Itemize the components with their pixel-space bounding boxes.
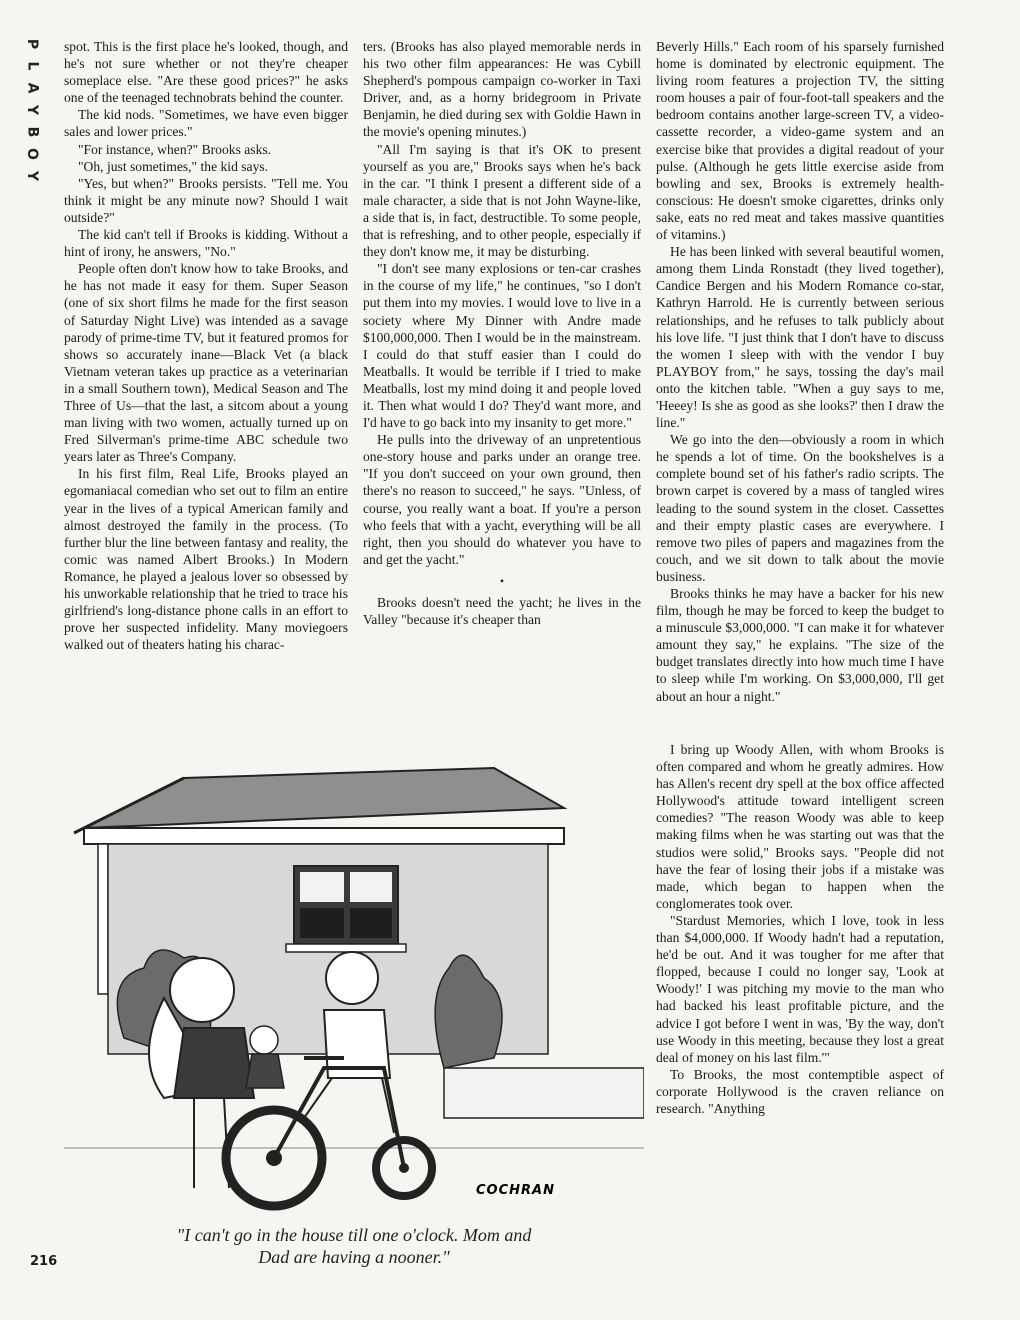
paragraph: He pulls into the driveway of an unpretentious one-story house and parks under an orange tree. "If you don't succeed on your own ground, then there's no reason to succeed," he says. "Unless, of course, you really want a boat. If you're a person who feels that with a yacht, everything will be all right, then you should do whatever you have to and get the yacht." [363,432,641,567]
caption-line: "I can't go in the house till one o'clock. Mom and [176,1225,532,1245]
paragraph: He has been linked with several beautiful women, among them Linda Ronstadt (they lived together), Candice Bergen and his Modern Romance co-star, Kathryn Harrold. He is currently between serious relationships, and he refuses to talk publicly about his love life. "I just think that I don't have to discuss the women I sleep with with the vendor I buy PLAYBOY from," he says, tossing the day's mail onto the kitchen table. "When a guy says to me, 'Heeey! Is she as good as she looks?' then I draw the line." [656,244,944,431]
paragraph: ters. (Brooks has also played memorable nerds in his two other film appearances: He was Cybill Shepherd's pompous campaign co-worker in Taxi Driver, and, as a horny bridegroom in Private Benjamin, he died during sex with Goldie Hawn in the movie's opening minutes.) [363,39,641,140]
paragraph: To Brooks, the most contemptible aspect of corporate Hollywood is the craven reliance on research. "Anything [656,1066,944,1116]
article-column-1 [64,38,348,653]
cartoon-drawing [64,738,644,1218]
paragraph: Brooks thinks he may have a backer for his new film, though he may be forced to keep the budget to a minuscule $3,000,000. "I can make it for whatever amount they say," he explains. "The size of the budget translates directly into how much time I have to sleep while I'm working. On $3,000,000, I'll get about an hour a night." [656,586,944,704]
title-letter: A [24,82,40,94]
paragraph: "For instance, when?" Brooks asks. [78,141,272,157]
cartoon-caption [64,1224,644,1268]
paragraph: "All I'm saying is that it's OK to present yourself as you are," Brooks says when he's back in the car. "I think I present a different side of a male character, a side that is not John Wayne-like, a side that is, in fact, destructible. To some people, that is refreshing, and to other people, especially if they don't know me, it may be disturbing. [363,141,641,260]
article-column-3 [656,38,944,705]
paragraph: Beverly Hills." Each room of his sparsely furnished home is dominated by electronic equipment. The living room features a projection TV, the sitting room houses a pair of four-foot-tall speakers and the bedroom contains another large-screen TV, a video-cassette recorder, a video-game system and an exercise bike that provides a digital readout of your pulse. (Although he gets little exercise aside from bowling and sex, Brooks is extremely health-conscious: He doesn't smoke cigarettes, drinks only sake, eats no red meat and takes massive quantities of vitamins.) [656,39,944,243]
cartoon-illustration [64,738,644,1218]
title-letter: Y [23,170,40,182]
paragraph: "Yes, but when?" Brooks persists. "Tell me. You think it might be any minute now? Should I wait outside?" [64,175,348,225]
section-separator: • [499,573,505,588]
title-letter: Y [23,104,40,116]
title-letter: O [24,148,40,160]
title-letter: P [23,38,40,50]
paragraph: People often don't know how to take Brooks, and he has not made it easy for them. Super Season (one of six short films he made for the first season of Saturday Night Live) was intended as a savage parody of prime-time TV, but it featured promos for shows so accurately inane—Black Vet (a black Vietnam veteran takes up practice as a veterinarian in a small Southern town), Medical Season and The Three of Us—that the last, a sitcom about a young man living with two women, actually turned up on Fred Silverman's prime-time ABC schedule two years later as Three's Company. [64,261,348,465]
paragraph: "I don't see many explosions or ten-car crashes in the course of my life," he continues, "so I don't put them into my movies. I would love to live in a society where My Dinner with Andre made $100,000,000. Then I would be in the mainstream. I could do that stuff easier than I could do Meatballs. It would be terrible if I tried to make Meatballs, lost my mind doing it and people loved it. Then what would I do? They'd want more, and I'd have to go back into my insanity to get more." [363,261,641,431]
caption-line: Dad are having a nooner." [258,1247,450,1267]
paragraph: I bring up Woody Allen, with whom Brooks is often compared and whom he greatly admires. How has Allen's recent dry spell at the box office affected Hollywood's attitude toward intelligent screen comedies? "The reason Woody was able to keep making films when he was starting out was that the studios were solid," Brooks says. "People did not have the fear of losing their jobs if a mistake was made, which began to happen when the conglomerates took over. [656,742,944,911]
page-number: 216 [30,1254,58,1269]
title-letter: B [23,126,40,138]
paragraph: The kid nods. "Sometimes, we have even bigger sales and lower prices." [64,107,348,140]
title-letter: L [23,61,40,71]
paragraph: Brooks doesn't need the yacht; he lives in the Valley "because it's cheaper than [363,594,641,627]
paragraph: The kid can't tell if Brooks is kidding. Without a hint of irony, he answers, "No." [64,227,348,260]
paragraph: "Stardust Memories, which I love, took in less than $4,000,000. If Woody hadn't had a reputation, he'd be out. And it was tougher for me after that flopped, because I could no longer say, 'Look at Woody!' I was pitching my movie to the man who had backed his least profitable picture, and the advice I got before I went in was, 'By the way, don't use Woody in this meeting, because they lost a great deal of money on his last film.'" [656,912,944,1065]
cartoonist-signature: COCHRAN [476,1183,555,1198]
article-column-3-lower [656,741,944,1117]
magazine-side-title [20,36,44,184]
paragraph: spot. This is the first place he's looked, though, and he's not sure whether or not they're cheaper someplace else. "Are these good prices?" he asks one of the teenaged technobrats behind the counter. [64,39,348,106]
paragraph: We go into the den—obviously a room in which he spends a lot of time. On the bookshelves is a complete bound set of his father's radio scripts. The brown carpet is covered by a mass of tangled wires leading to the sound system in the closet. Cassettes and their empty plastic cases are everywhere. I remove two piles of papers and magazines from the couch, and we sit down to talk about the movie business. [656,432,944,584]
paragraph: In his first film, Real Life, Brooks played an egomaniacal comedian who set out to film an entire year in the lives of a typical American family and almost destroyed the family in the process. (To further blur the line between fantasy and reality, the comic was named Albert Brooks.) In Modern Romance, he played a jealous lover so obsessed by his unworkable relationship that he tried to trace his girlfriend's long-distance phone calls in an effort to prove her suspected infidelity. Many moviegoers walked out of theaters hating his charac- [64,466,348,653]
paragraph: "Oh, just sometimes," the kid says. [78,158,269,174]
article-column-2 [363,38,641,628]
